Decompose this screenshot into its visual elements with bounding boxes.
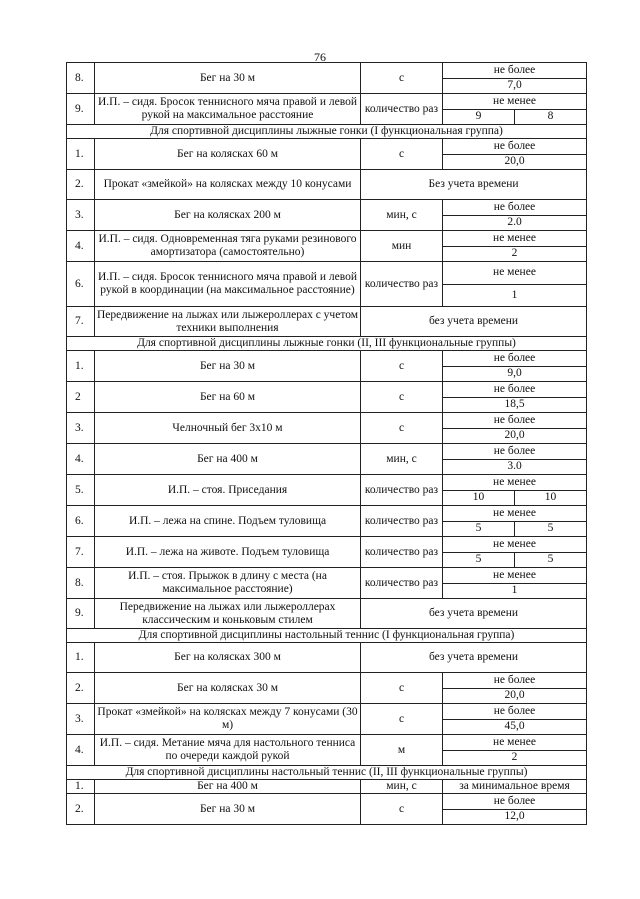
unit-cell: с bbox=[361, 413, 443, 444]
table-row bbox=[67, 200, 587, 231]
unit-cell: мин, с bbox=[361, 780, 443, 794]
requirement-label: не более bbox=[443, 382, 586, 398]
row-number: 9. bbox=[67, 599, 95, 629]
requirement-label: не более bbox=[443, 413, 586, 429]
exercise-name: И.П. – стоя. Прыжок в длину с места (на максимальное расстояние) bbox=[95, 568, 361, 599]
row-number: 2. bbox=[67, 170, 95, 200]
exercise-name: И.П. – сидя. Бросок теннисного мяча правой и левой рукой на максимальное расстояние bbox=[95, 94, 361, 125]
result-values bbox=[443, 460, 586, 475]
requirement-label: не менее bbox=[443, 568, 586, 584]
section-title: Для спортивной дисциплины настольный теннис (II, III функциональные группы) bbox=[67, 766, 587, 780]
section-title: Для спортивной дисциплины настольный теннис (I функциональная группа) bbox=[67, 629, 587, 643]
exercise-name: Бег на 400 м bbox=[95, 780, 361, 794]
requirement-label: не более bbox=[443, 444, 586, 460]
table-row bbox=[67, 506, 587, 537]
exercise-name: Челночный бег 3x10 м bbox=[95, 413, 361, 444]
table-row bbox=[67, 704, 587, 735]
unit-cell: количество раз bbox=[361, 506, 443, 537]
exercise-name: И.П. – сидя. Одновременная тяга руками резинового амортизатора (самостоятельно) bbox=[95, 231, 361, 262]
result-values bbox=[443, 247, 586, 262]
table-row bbox=[67, 139, 587, 170]
row-number: 1. bbox=[67, 139, 95, 170]
row-number: 1. bbox=[67, 643, 95, 673]
table-row bbox=[67, 382, 587, 413]
exercise-name: Передвижение на лыжах или лыжероллерах с учетом техники выполнения bbox=[95, 307, 361, 337]
unit-cell: с bbox=[361, 382, 443, 413]
result-cell bbox=[443, 262, 587, 307]
result-values bbox=[443, 491, 586, 506]
result-value: 3.0 bbox=[507, 460, 522, 473]
no-time-note: без учета времени bbox=[361, 599, 587, 629]
unit-cell: с bbox=[361, 673, 443, 704]
row-number: 6. bbox=[67, 262, 95, 307]
table-row bbox=[67, 307, 587, 337]
result-value: 2.0 bbox=[507, 216, 522, 229]
result-cell bbox=[443, 231, 587, 262]
table-row bbox=[67, 735, 587, 766]
exercise-name: Бег на 30 м bbox=[95, 351, 361, 382]
result-values bbox=[443, 720, 586, 735]
row-number: 8. bbox=[67, 63, 95, 94]
requirement-label: не более bbox=[443, 794, 586, 810]
exercise-name: И.П. – лежа на спине. Подъем туловища bbox=[95, 506, 361, 537]
unit-cell: с bbox=[361, 351, 443, 382]
row-number: 4. bbox=[67, 231, 95, 262]
section-header-row bbox=[67, 337, 587, 351]
result-value: 10 bbox=[472, 491, 485, 504]
table-row bbox=[67, 537, 587, 568]
requirement-label: не более bbox=[443, 704, 586, 720]
requirement-label: не менее bbox=[443, 94, 586, 110]
table-row bbox=[67, 231, 587, 262]
unit-cell: с bbox=[361, 704, 443, 735]
row-number: 7. bbox=[67, 537, 95, 568]
table-row bbox=[67, 568, 587, 599]
result-values bbox=[443, 110, 586, 125]
requirement-label: не более bbox=[443, 673, 586, 689]
result-value: 20,0 bbox=[504, 689, 525, 702]
result-cell bbox=[443, 794, 587, 825]
exercise-name: И.П. – стоя. Приседания bbox=[95, 475, 361, 506]
exercise-name: И.П. – сидя. Бросок теннисного мяча правой и левой рукой в координации (на максимальное расстояние) bbox=[95, 262, 361, 307]
row-number: 6. bbox=[67, 506, 95, 537]
result-values bbox=[443, 522, 586, 537]
table-row bbox=[67, 413, 587, 444]
unit-cell: м bbox=[361, 735, 443, 766]
requirement-label: не менее bbox=[443, 537, 586, 553]
result-value: 45,0 bbox=[504, 720, 525, 733]
requirement-label: не более bbox=[443, 63, 586, 79]
result-value: 1 bbox=[511, 288, 518, 301]
row-number: 3. bbox=[67, 413, 95, 444]
result-value: 1 bbox=[511, 584, 518, 597]
result-cell bbox=[443, 94, 587, 125]
no-time-note: без учета времени bbox=[361, 643, 587, 673]
result-values bbox=[443, 216, 586, 231]
result-values bbox=[443, 155, 586, 170]
result-value: 2 bbox=[511, 247, 518, 260]
row-number: 8. bbox=[67, 568, 95, 599]
result-cell bbox=[443, 673, 587, 704]
exercise-name: Бег на колясках 200 м bbox=[95, 200, 361, 231]
standards-table bbox=[66, 62, 587, 825]
table-row bbox=[67, 780, 587, 794]
no-time-note: Без учета времени bbox=[361, 170, 587, 200]
result-value: 18,5 bbox=[504, 398, 525, 411]
result-cell bbox=[443, 63, 587, 94]
section-header-row bbox=[67, 629, 587, 643]
row-number: 2. bbox=[67, 794, 95, 825]
result-value: 5 bbox=[475, 522, 482, 535]
unit-cell: количество раз bbox=[361, 94, 443, 125]
exercise-name: Бег на 400 м bbox=[95, 444, 361, 475]
unit-cell: с bbox=[361, 139, 443, 170]
result-cell bbox=[443, 568, 587, 599]
section-header-row bbox=[67, 766, 587, 780]
table-row bbox=[67, 475, 587, 506]
row-number: 4. bbox=[67, 444, 95, 475]
requirement-label: не менее bbox=[443, 262, 586, 285]
row-number: 5. bbox=[67, 475, 95, 506]
exercise-name: Бег на колясках 300 м bbox=[95, 643, 361, 673]
result-values bbox=[443, 751, 586, 766]
result-cell bbox=[443, 139, 587, 170]
requirement-label: не менее bbox=[443, 506, 586, 522]
requirement-label: не более bbox=[443, 351, 586, 367]
row-number: 1. bbox=[67, 351, 95, 382]
section-title: Для спортивной дисциплины лыжные гонки (II, III функциональные группы) bbox=[67, 337, 587, 351]
table-row bbox=[67, 262, 587, 307]
exercise-name: И.П. – сидя. Метание мяча для настольного тенниса по очереди каждой рукой bbox=[95, 735, 361, 766]
unit-cell: мин bbox=[361, 231, 443, 262]
row-number: 4. bbox=[67, 735, 95, 766]
result-values bbox=[443, 584, 586, 599]
table-row bbox=[67, 794, 587, 825]
exercise-name: Бег на 30 м bbox=[95, 794, 361, 825]
result-cell bbox=[443, 735, 587, 766]
requirement-label: не более bbox=[443, 200, 586, 216]
requirement-label: не менее bbox=[443, 475, 586, 491]
unit-cell: с bbox=[361, 794, 443, 825]
table-row bbox=[67, 599, 587, 629]
result-cell bbox=[443, 382, 587, 413]
requirement-label: не менее bbox=[443, 231, 586, 247]
result-cell bbox=[443, 475, 587, 506]
section-title: Для спортивной дисциплины лыжные гонки (I функциональная группа) bbox=[67, 125, 587, 139]
table-row bbox=[67, 351, 587, 382]
result-cell bbox=[443, 444, 587, 475]
row-number: 2 bbox=[67, 382, 95, 413]
result-value: 5 bbox=[514, 553, 586, 568]
result-cell bbox=[443, 506, 587, 537]
result-value: 2 bbox=[511, 751, 518, 764]
row-number: 2. bbox=[67, 673, 95, 704]
result-cell bbox=[443, 413, 587, 444]
result-value: 20,0 bbox=[504, 155, 525, 168]
result-value: 10 bbox=[514, 491, 586, 506]
requirement-label: не менее bbox=[443, 735, 586, 751]
result-value: 9 bbox=[475, 110, 482, 123]
row-number: 3. bbox=[67, 200, 95, 231]
section-header-row bbox=[67, 125, 587, 139]
table-row bbox=[67, 63, 587, 94]
result-values bbox=[443, 79, 586, 94]
unit-cell: количество раз bbox=[361, 568, 443, 599]
unit-cell: с bbox=[361, 63, 443, 94]
result-value: 5 bbox=[475, 553, 482, 566]
table-row bbox=[67, 94, 587, 125]
row-number: 1. bbox=[67, 780, 95, 794]
unit-cell: количество раз bbox=[361, 475, 443, 506]
exercise-name: Бег на 60 м bbox=[95, 382, 361, 413]
table-row bbox=[67, 643, 587, 673]
result-value: 20,0 bbox=[504, 429, 525, 442]
result-cell bbox=[443, 537, 587, 568]
unit-cell: количество раз bbox=[361, 262, 443, 307]
row-number: 7. bbox=[67, 307, 95, 337]
result-values bbox=[443, 810, 586, 825]
page-number: 76 bbox=[314, 50, 326, 64]
result-value: 8 bbox=[514, 110, 586, 125]
unit-cell: количество раз bbox=[361, 537, 443, 568]
result-values bbox=[443, 398, 586, 413]
result-values bbox=[443, 285, 586, 307]
table-row bbox=[67, 170, 587, 200]
exercise-name: Прокат «змейкой» на колясках между 7 конусами (30 м) bbox=[95, 704, 361, 735]
exercise-name: Передвижение на лыжах или лыжероллерах классическим и коньковым стилем bbox=[95, 599, 361, 629]
exercise-name: Прокат «змейкой» на колясках между 10 конусами bbox=[95, 170, 361, 200]
result-cell bbox=[443, 704, 587, 735]
table-row bbox=[67, 444, 587, 475]
result-cell bbox=[443, 351, 587, 382]
result-values bbox=[443, 689, 586, 704]
table-row bbox=[67, 673, 587, 704]
result-value: 7,0 bbox=[507, 79, 522, 92]
requirement-label: не более bbox=[443, 139, 586, 155]
result-values bbox=[443, 367, 586, 382]
result-cell bbox=[443, 200, 587, 231]
no-time-note: без учета времени bbox=[361, 307, 587, 337]
exercise-name: Бег на колясках 60 м bbox=[95, 139, 361, 170]
exercise-name: Бег на колясках 30 м bbox=[95, 673, 361, 704]
exercise-name: И.П. – лежа на животе. Подъем туловища bbox=[95, 537, 361, 568]
requirement-cell: за минимальное время bbox=[443, 780, 587, 794]
result-values bbox=[443, 553, 586, 568]
exercise-name: Бег на 30 м bbox=[95, 63, 361, 94]
result-value: 12,0 bbox=[504, 810, 525, 823]
row-number: 3. bbox=[67, 704, 95, 735]
result-value: 5 bbox=[514, 522, 586, 537]
row-number: 9. bbox=[67, 94, 95, 125]
result-value: 9,0 bbox=[507, 367, 522, 380]
unit-cell: мин, с bbox=[361, 444, 443, 475]
unit-cell: мин, с bbox=[361, 200, 443, 231]
result-values bbox=[443, 429, 586, 444]
